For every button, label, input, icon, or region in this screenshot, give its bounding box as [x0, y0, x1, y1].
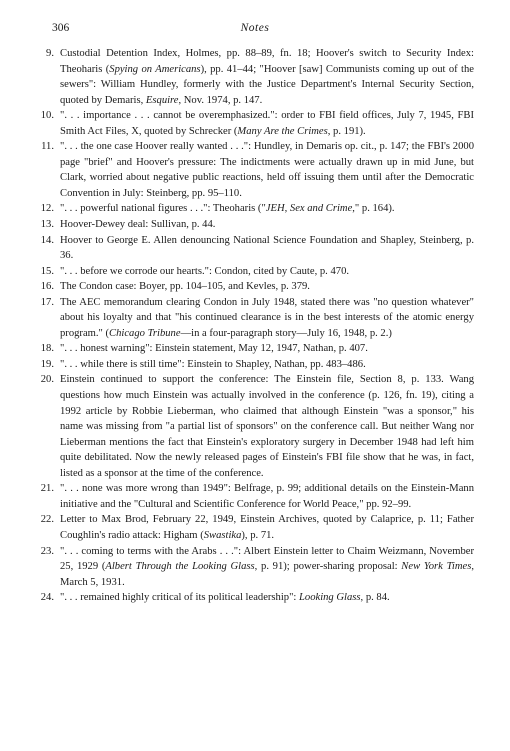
note-text-run: ), p. 71. — [241, 529, 275, 541]
note-number: 17. — [40, 296, 54, 308]
note-text-run: Einstein continued to support the conference: The Einstein file, Section 8, p. 133. Wang questions how much Einstein was actually involved in the conference (p. 126, fn. 19), citing a 1992 article by Robbie Lieberman, who claimed that although Einstein "was a sponsor," his name was missing from "a partial list of sponsors" on the conference call. But neither Wang nor Lieberman mentions the fact that Einstein's exploratory surgery in December 1948 had left him quite debilitated. Now the newly released pages of Einstein's FBI file show that he was, in fact, listed as a sponsor at the time of the conference. — [60, 374, 474, 479]
note-citation-title: Swastika — [203, 529, 242, 541]
note-text — [60, 341, 474, 357]
note-item — [38, 108, 474, 139]
note-text-run: ". . . importance . . . cannot be overemphasized.": order to FBI field offices, July 7, 1945, FBI Smith Act Files, X, quoted by Schrecker ( — [60, 110, 474, 137]
note-citation-title: JEH, Sex and Crime — [265, 203, 353, 215]
note-text — [60, 512, 474, 543]
note-item — [38, 295, 474, 342]
note-number: 23. — [40, 545, 54, 557]
note-text-run: The AEC memorandum clearing Condon in July 1948, stated there was "no question whatever" about his loyalty and that "his continued clearance is in the best interests of the atomic energy program." ( — [60, 296, 474, 339]
note-text — [60, 201, 474, 217]
note-item — [38, 46, 474, 108]
note-text-run: ". . . powerful national figures . . .": Theoharis (" — [60, 203, 266, 215]
note-number: 15. — [40, 265, 54, 277]
note-text-run: Custodial Detention Index, Holmes, pp. 88–89, fn. 18; Hoover's switch to Security Index: Theoharis ( — [60, 48, 474, 75]
note-number: 20. — [40, 374, 54, 386]
note-citation-title: Albert Through the Looking Glass — [105, 561, 255, 573]
note-text-run: ". . . the one case Hoover really wanted . . .": Hundley, in Demaris op. cit., p. 147; the FBI's 2000 page "brief" and Hoover's pressure: The indictments were actually drawn up in mid June, but Clark, worried about negative public reactions, held off issuing them until after the Democratic Convention in July: Steinberg, pp. 95–110. — [60, 141, 474, 199]
note-text — [60, 217, 474, 233]
note-number: 13. — [40, 219, 54, 231]
note-text — [60, 544, 474, 591]
note-text-run: Hoover to George E. Allen denouncing National Science Foundation and Shapley, Steinberg, p. 36. — [60, 234, 474, 262]
note-citation-title: Esquire — [145, 94, 179, 106]
note-text — [60, 46, 474, 108]
note-text-run: , Nov. 1974, p. 147. — [178, 94, 263, 106]
notes-list — [38, 46, 474, 606]
note-item — [38, 279, 474, 295]
note-item — [38, 139, 474, 201]
note-text-run: Letter to Max Brod, February 22, 1949, Einstein Archives, quoted by Calaprice, p. 11; Father Coughlin's radio attack: Higham ( — [60, 514, 474, 541]
note-item — [38, 341, 474, 357]
note-text-run: ". . . none was more wrong than 1949": Belfrage, p. 99; additional details on the Einstein-Mann initiative and the "Cultural and Scientific Conference for World Peace," pp. 92–99. — [60, 483, 474, 510]
note-text-run: ," p. 164). — [352, 203, 395, 215]
note-citation-title: Spying on Americans — [109, 63, 201, 75]
note-item — [38, 544, 474, 591]
note-number: 19. — [40, 358, 54, 370]
note-number: 12. — [40, 203, 54, 215]
note-text-run: , p. 84. — [360, 592, 390, 604]
note-text — [60, 372, 474, 481]
note-text — [60, 233, 474, 264]
note-text-run: ". . . honest warning": Einstein statement, May 12, 1947, Nathan, p. 407. — [60, 343, 368, 355]
note-text — [60, 357, 474, 373]
page-number: 306 — [52, 22, 70, 34]
note-text — [60, 481, 474, 512]
note-text-run: ". . . coming to terms with the Arabs . . .": Albert Einstein letter to Chaim Weizmann, November 25, 1929 ( — [60, 545, 474, 573]
note-item — [38, 372, 474, 481]
note-item — [38, 217, 474, 233]
note-number: 9. — [46, 48, 54, 59]
note-number: 24. — [40, 592, 54, 604]
note-number: 16. — [40, 281, 54, 293]
note-text — [60, 590, 474, 606]
note-citation-title: Chicago Tribune — [109, 327, 181, 339]
note-text — [60, 279, 474, 295]
note-text — [60, 108, 474, 139]
note-text — [60, 139, 474, 201]
note-number: 11. — [41, 141, 54, 153]
note-citation-title: Looking Glass — [299, 592, 361, 604]
note-number: 10. — [40, 110, 54, 122]
note-item — [38, 233, 474, 264]
note-item — [38, 590, 474, 606]
note-number: 22. — [40, 514, 54, 526]
note-text-run: ". . . before we corrode our hearts.": Condon, cited by Caute, p. 470. — [60, 265, 350, 277]
note-item — [38, 357, 474, 373]
note-text-run: , p. 191). — [327, 125, 366, 137]
note-text-run: ), pp. 41–44; "Hoover [saw] Communists coming up out of the sewers": William Hundley, formerly with the Justice Department's Internal Security Section, quoted by Demaris, — [60, 63, 474, 106]
note-item — [38, 481, 474, 512]
note-number: 18. — [40, 343, 54, 355]
note-text-run: Hoover-Dewey deal: Sullivan, p. 44. — [60, 219, 216, 231]
note-citation-title: Many Are the Crimes — [237, 125, 328, 137]
note-number: 14. — [40, 234, 54, 246]
running-head: Notes — [240, 22, 270, 34]
note-text-run: The Condon case: Boyer, pp. 104–105, and Kevles, p. 379. — [60, 281, 310, 293]
note-text-run: , March 5, 1931. — [60, 561, 474, 588]
note-text-run: ". . . while there is still time": Einstein to Shapley, Nathan, pp. 483–486. — [60, 358, 366, 370]
note-text-run: ". . . remained highly critical of its political leadership": — [60, 592, 299, 604]
note-text — [60, 295, 474, 342]
note-text — [60, 264, 474, 280]
note-item — [38, 512, 474, 543]
note-item — [38, 264, 474, 280]
note-item — [38, 201, 474, 217]
note-number: 21. — [40, 483, 54, 495]
note-citation-title: New York Times — [401, 561, 472, 573]
note-text-run: , p. 91); power-sharing proposal: — [254, 561, 402, 573]
note-text-run: —in a four-paragraph story—July 16, 1948, p. 2.) — [180, 327, 392, 339]
